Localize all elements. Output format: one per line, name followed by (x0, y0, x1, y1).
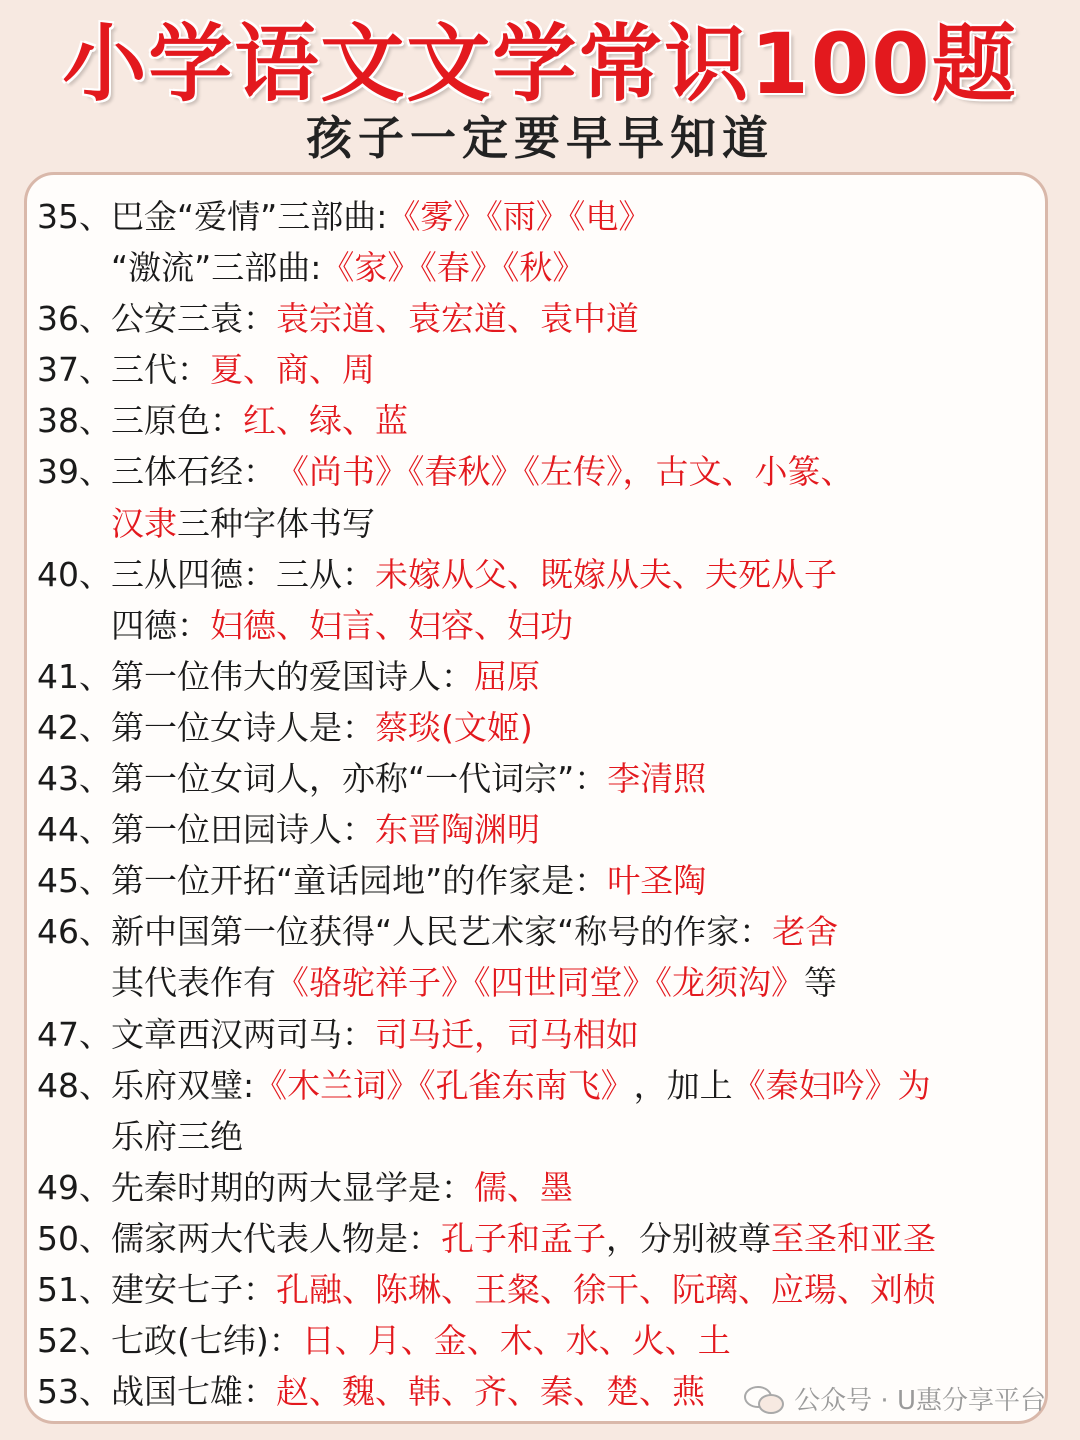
list-item (37, 1060, 1045, 1111)
question-text: 乐府双璧: (111, 1065, 255, 1105)
list-item (37, 293, 1045, 344)
answer-text: 东晋陶渊明 (375, 810, 540, 850)
question-text: 四德： (111, 605, 210, 645)
answer-text: 儒、墨 (474, 1167, 573, 1207)
question-text: 三从四德：三从： (111, 554, 375, 594)
question-text: 文章西汉两司马： (111, 1014, 375, 1054)
question-text: 第一位女词人，亦称“一代词宗”： (111, 759, 608, 799)
item-number: 47、 (37, 1014, 112, 1054)
list-item (37, 1111, 1045, 1162)
question-text: 儒家两大代表人物是： (111, 1218, 441, 1258)
list-item (37, 1264, 1045, 1315)
wechat-icon (742, 1382, 786, 1414)
answer-text: 老舍 (772, 912, 839, 952)
answer-text: 《家》《春》《秋》 (321, 248, 586, 288)
list-item (37, 1162, 1045, 1213)
question-text: ，加上 (633, 1065, 733, 1105)
item-number: 52、 (37, 1321, 112, 1361)
question-text: 七政(七纬)： (111, 1321, 302, 1361)
list-item (37, 600, 1045, 651)
answer-text: 至圣和亚圣 (771, 1218, 936, 1258)
item-number: 48、 (37, 1065, 112, 1105)
knowledge-list (37, 191, 1045, 1417)
answer-text: 《雾》《雨》《电》 (387, 197, 652, 236)
answer-text: 《木兰词》《孔雀东南飞》 (254, 1065, 634, 1105)
list-item (37, 702, 1045, 753)
item-number: 38、 (37, 401, 112, 441)
item-number: 42、 (37, 707, 112, 747)
question-text: 其代表作有 (111, 963, 276, 1003)
item-number: 51、 (37, 1269, 112, 1309)
question-text: 第一位开拓“童话园地”的作家是： (111, 861, 608, 901)
list-item (37, 1315, 1045, 1366)
item-number: 50、 (37, 1218, 112, 1258)
answer-text: 夏、商、周 (210, 350, 375, 390)
answer-text: 袁宗道、袁宏道、袁中道 (276, 299, 639, 339)
item-number: 43、 (37, 759, 112, 799)
question-text: 战国七雄： (111, 1372, 276, 1412)
question-text: 三代： (111, 350, 210, 390)
answer-text: 叶圣陶 (607, 861, 707, 901)
question-text: 第一位田园诗人： (111, 810, 375, 850)
question-text: 三种字体书写 (177, 503, 375, 543)
item-number: 44、 (37, 810, 112, 850)
answer-text: 未嫁从父、既嫁从夫、夫死从子 (375, 554, 837, 594)
question-text: 先秦时期的两大显学是： (111, 1167, 474, 1207)
answer-text: 孔融、陈琳、王粲、徐干、阮璃、应瑒、刘桢 (276, 1269, 936, 1309)
question-text: 乐府三绝 (111, 1116, 243, 1156)
answer-text: 蔡琰(文姬) (375, 707, 533, 747)
question-text: 巴金“爱情”三部曲: (111, 197, 388, 236)
list-item (37, 906, 1045, 957)
item-number: 49、 (37, 1167, 112, 1207)
list-item (37, 855, 1045, 906)
list-item (37, 753, 1045, 804)
item-number: 40、 (37, 554, 112, 594)
question-text: 公安三袁： (111, 299, 276, 339)
question-text: 三体石经： (111, 452, 276, 492)
page-title: 小学语文文学常识100题 (62, 15, 1018, 113)
item-number: 45、 (37, 861, 112, 901)
item-number: 46、 (37, 912, 112, 952)
question-text: 第一位女诗人是： (111, 707, 375, 747)
list-item (37, 651, 1045, 702)
answer-text: 日、月、金、木、水、火、土 (301, 1321, 731, 1361)
answer-text: 孔子和孟子 (441, 1218, 606, 1258)
answer-text: 司马迁，司马相如 (375, 1014, 639, 1054)
list-item (37, 344, 1045, 395)
question-text: 建安七子： (111, 1269, 276, 1309)
answer-text: 《秦妇吟》为 (732, 1065, 931, 1105)
list-item (37, 804, 1045, 855)
list-item (37, 957, 1045, 1008)
answer-text: 《骆驼祥子》《四世同堂》《龙须沟》 (276, 963, 804, 1003)
page-subtitle: 孩子一定要早早知道 (306, 111, 774, 165)
list-item (37, 191, 1045, 242)
answer-text: 汉隶 (111, 503, 177, 543)
question-text: 新中国第一位获得“人民艺术家“称号的作家： (111, 912, 773, 952)
list-item (37, 549, 1045, 600)
question-text: 三原色： (111, 401, 243, 441)
question-text: “激流”三部曲: (111, 248, 322, 288)
list-item (37, 1213, 1045, 1264)
item-number: 41、 (37, 656, 112, 696)
list-item (37, 242, 1045, 293)
item-number: 53、 (37, 1372, 112, 1412)
item-number: 36、 (37, 299, 112, 339)
list-item (37, 446, 1045, 497)
question-text: ，分别被尊 (606, 1218, 771, 1258)
list-item (37, 1009, 1045, 1060)
item-number: 37、 (37, 350, 112, 390)
item-number: 35、 (37, 197, 112, 236)
watermark (742, 1376, 1046, 1420)
content-card (24, 172, 1048, 1424)
answer-text: 李清照 (607, 759, 707, 799)
answer-text: 赵、魏、韩、齐、秦、楚、燕 (276, 1372, 705, 1412)
item-number: 39、 (37, 452, 112, 492)
watermark-text: 公众号 · U惠分享平台 (794, 1385, 1046, 1416)
answer-text: 妇德、妇言、妇容、妇功 (210, 605, 573, 645)
question-text: 第一位伟大的爱国诗人： (111, 656, 474, 696)
answer-text: 屈原 (474, 656, 540, 696)
answer-text: 《尚书》《春秋》《左传》，古文、小篆、 (276, 452, 854, 492)
list-item (37, 395, 1045, 446)
question-text: 等 (804, 963, 837, 1003)
list-item (37, 498, 1045, 549)
answer-text: 红、绿、蓝 (243, 401, 408, 441)
